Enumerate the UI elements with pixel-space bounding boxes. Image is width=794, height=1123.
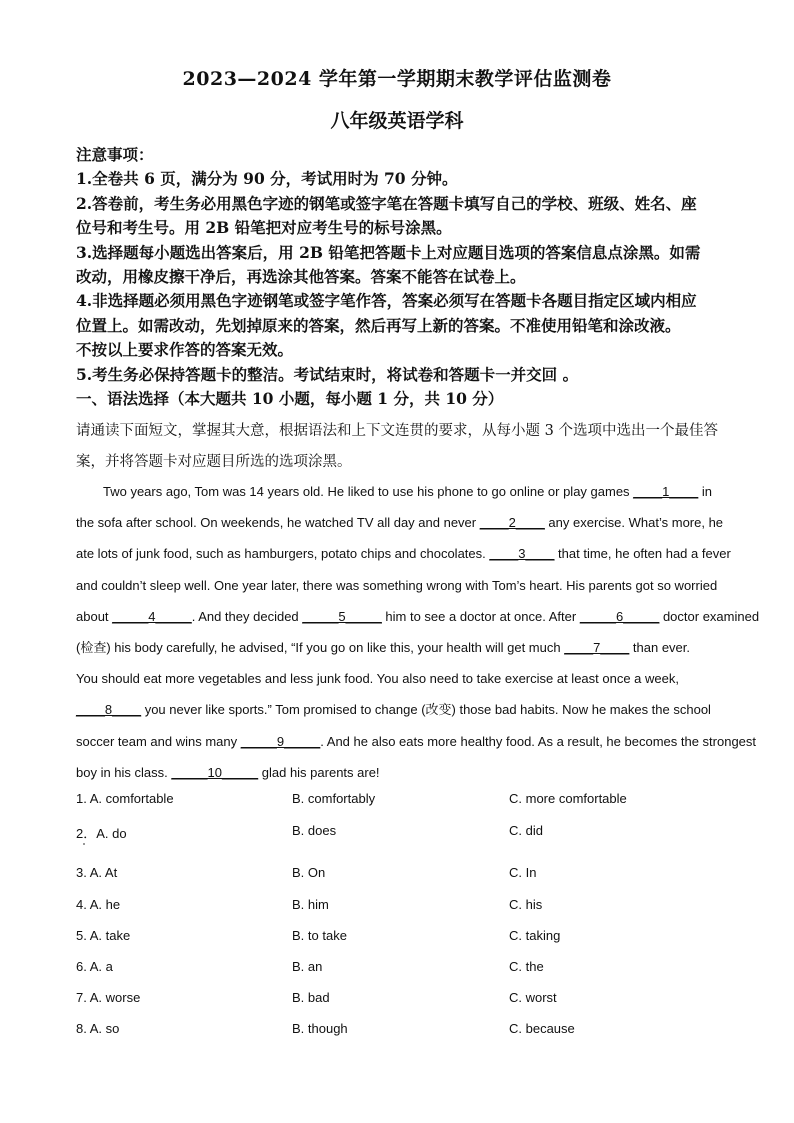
note-line: 位置上。如需改动，先划掉原来的答案，然后再写上新的答案。不准使用铅笔和涂改液。 <box>76 315 681 335</box>
blank-3: ____3____ <box>489 546 555 562</box>
passage-line <box>76 694 721 725</box>
note-line: 位号和考生号。用 2B 铅笔把对应考生号的标号涂黑。 <box>76 218 452 238</box>
option-a: 5. A. take <box>76 928 131 943</box>
reading-passage <box>76 476 760 788</box>
option-c: C. did <box>509 823 543 838</box>
option-b: B. comfortably <box>292 791 376 806</box>
passage-line <box>76 663 721 694</box>
blank-8: ____8____ <box>76 702 142 718</box>
stray-mark <box>83 843 85 845</box>
blank-5: _____5_____ <box>302 608 382 624</box>
option-row <box>76 1021 726 1041</box>
option-a: 3. A. At <box>76 865 118 880</box>
option-b: B. him <box>292 897 329 912</box>
option-row <box>76 990 726 1010</box>
passage-text: any exercise. What’s more, he <box>544 515 724 531</box>
instruction-line: 案，并将答题卡对应题目所选的选项涂黑。 <box>76 454 352 470</box>
blank-6: _____6_____ <box>579 608 660 624</box>
blank-9: _____9_____ <box>240 733 321 749</box>
note-line: 2.答卷前，考生务必用黑色字迹的钢笔或签字笔在答题卡填写自己的学校、班级、姓名、座 <box>76 193 697 213</box>
note-line: 5.考生务必保持答题卡的整洁。考试结束时，将试卷和答题卡一并交回 。 <box>76 364 579 384</box>
passage-line <box>76 476 721 507</box>
passage-text: him to see a doctor at once. After <box>381 608 580 624</box>
option-b: B. to take <box>292 928 347 943</box>
passage-text: than ever. <box>629 640 691 656</box>
option-c: C. his <box>509 897 543 912</box>
blank-10: _____10_____ <box>171 764 259 780</box>
option-row <box>76 897 726 917</box>
option-a: 2．A. do <box>76 826 127 841</box>
blank-1: ____1____ <box>633 484 699 499</box>
passage-text: you never like sports.” Tom promised to change (改变) those bad habits. Now he makes the school <box>141 702 711 718</box>
option-c: C. taking <box>509 928 561 943</box>
passage-text: (检查) his body carefully, he advised, “If you go on like this, your health will get much <box>76 640 565 656</box>
passage-text: You should eat more vegetables and less junk food. You also need to take exercise at least once a week, <box>76 671 679 687</box>
passage-text: ate lots of junk food, such as hamburgers, potato chips and chocolates. <box>76 546 490 562</box>
option-b: B. an <box>292 959 323 974</box>
blank-7: ____7____ <box>564 640 630 656</box>
option-row <box>76 865 726 885</box>
option-c: C. more comfortable <box>509 791 627 806</box>
passage-line <box>76 601 760 632</box>
option-row <box>76 928 726 948</box>
passage-text: and couldn’t sleep well. One year later, there was something wrong with Tom’s heart. His parents got so worried <box>76 577 718 593</box>
passage-line <box>76 726 757 757</box>
option-c: C. because <box>509 1021 575 1036</box>
note-line: 4.非选择题必须用黑色字迹钢笔或签字笔作答，答案必须写在答题卡各题目指定区域内相应 <box>76 291 697 311</box>
instruction-line: 请通读下面短文，掌握其大意，根据语法和上下文连贯的要求，从每小题 3 个选项中选出一个最佳答 <box>76 423 718 439</box>
option-b: B. On <box>292 865 326 880</box>
option-row <box>76 823 726 843</box>
note-line: 3.选择题每小题选出答案后，用 2B 铅笔把答题卡上对应题目选项的答案信息点涂黑。如需 <box>76 242 701 262</box>
passage-line <box>76 507 724 538</box>
notes-heading: 注意事项： <box>76 145 154 164</box>
passage-line <box>76 632 721 663</box>
passage-text: that time, he often had a fever <box>554 546 731 562</box>
option-a: 4. A. he <box>76 897 121 912</box>
option-a: 7. A. worse <box>76 990 141 1005</box>
note-line: 1.全卷共 6 页，满分为 90 分，考试用时为 70 分钟。 <box>76 169 458 189</box>
note-line: 改动，用橡皮擦干净后，再选涂其他答案。答案不能答在试卷上。 <box>76 267 526 287</box>
passage-text: glad his parents are! <box>258 764 380 780</box>
option-b: B. does <box>292 823 337 838</box>
passage-text: . And they decided <box>191 608 303 624</box>
passage-line <box>76 538 731 569</box>
passage-text: in <box>698 484 712 499</box>
passage-line <box>76 757 721 788</box>
option-row <box>76 791 726 811</box>
exam-title: 2023—2024 学年第一学期期末教学评估监测卷 <box>182 68 612 90</box>
blank-2: ____2____ <box>479 515 545 531</box>
passage-line <box>76 570 721 601</box>
option-row <box>76 959 726 979</box>
option-b: B. though <box>292 1021 348 1036</box>
passage-text: about <box>76 608 113 624</box>
passage-text: . And he also eats more healthy food. As a result, he becomes the strongest <box>320 733 757 749</box>
note-line: 不按以上要求作答的答案无效。 <box>76 340 294 360</box>
passage-text: boy in his class. <box>76 764 172 780</box>
option-a: 1. A. comfortable <box>76 791 174 806</box>
exam-subtitle: 八年级英语学科 <box>330 110 464 132</box>
option-a: 8. A. so <box>76 1021 120 1036</box>
notes-section <box>76 143 726 387</box>
passage-text: Two years ago, Tom was 14 years old. He liked to use his phone to go online or play games <box>103 484 634 499</box>
passage-text: soccer team and wins many <box>76 733 241 749</box>
section-heading: 一、语法选择（本大题共 10 小题，每小题 1 分，共 10 分） <box>76 389 504 408</box>
option-a: 6. A. a <box>76 959 113 974</box>
option-c: C. worst <box>509 990 557 1005</box>
option-c: C. the <box>509 959 544 974</box>
option-c: C. In <box>509 865 537 880</box>
section-instructions <box>76 416 726 478</box>
blank-4: _____4_____ <box>112 608 192 624</box>
option-b: B. bad <box>292 990 330 1005</box>
passage-text: doctor examined <box>659 608 760 624</box>
passage-text: the sofa after school. On weekends, he watched TV all day and never <box>76 515 480 531</box>
